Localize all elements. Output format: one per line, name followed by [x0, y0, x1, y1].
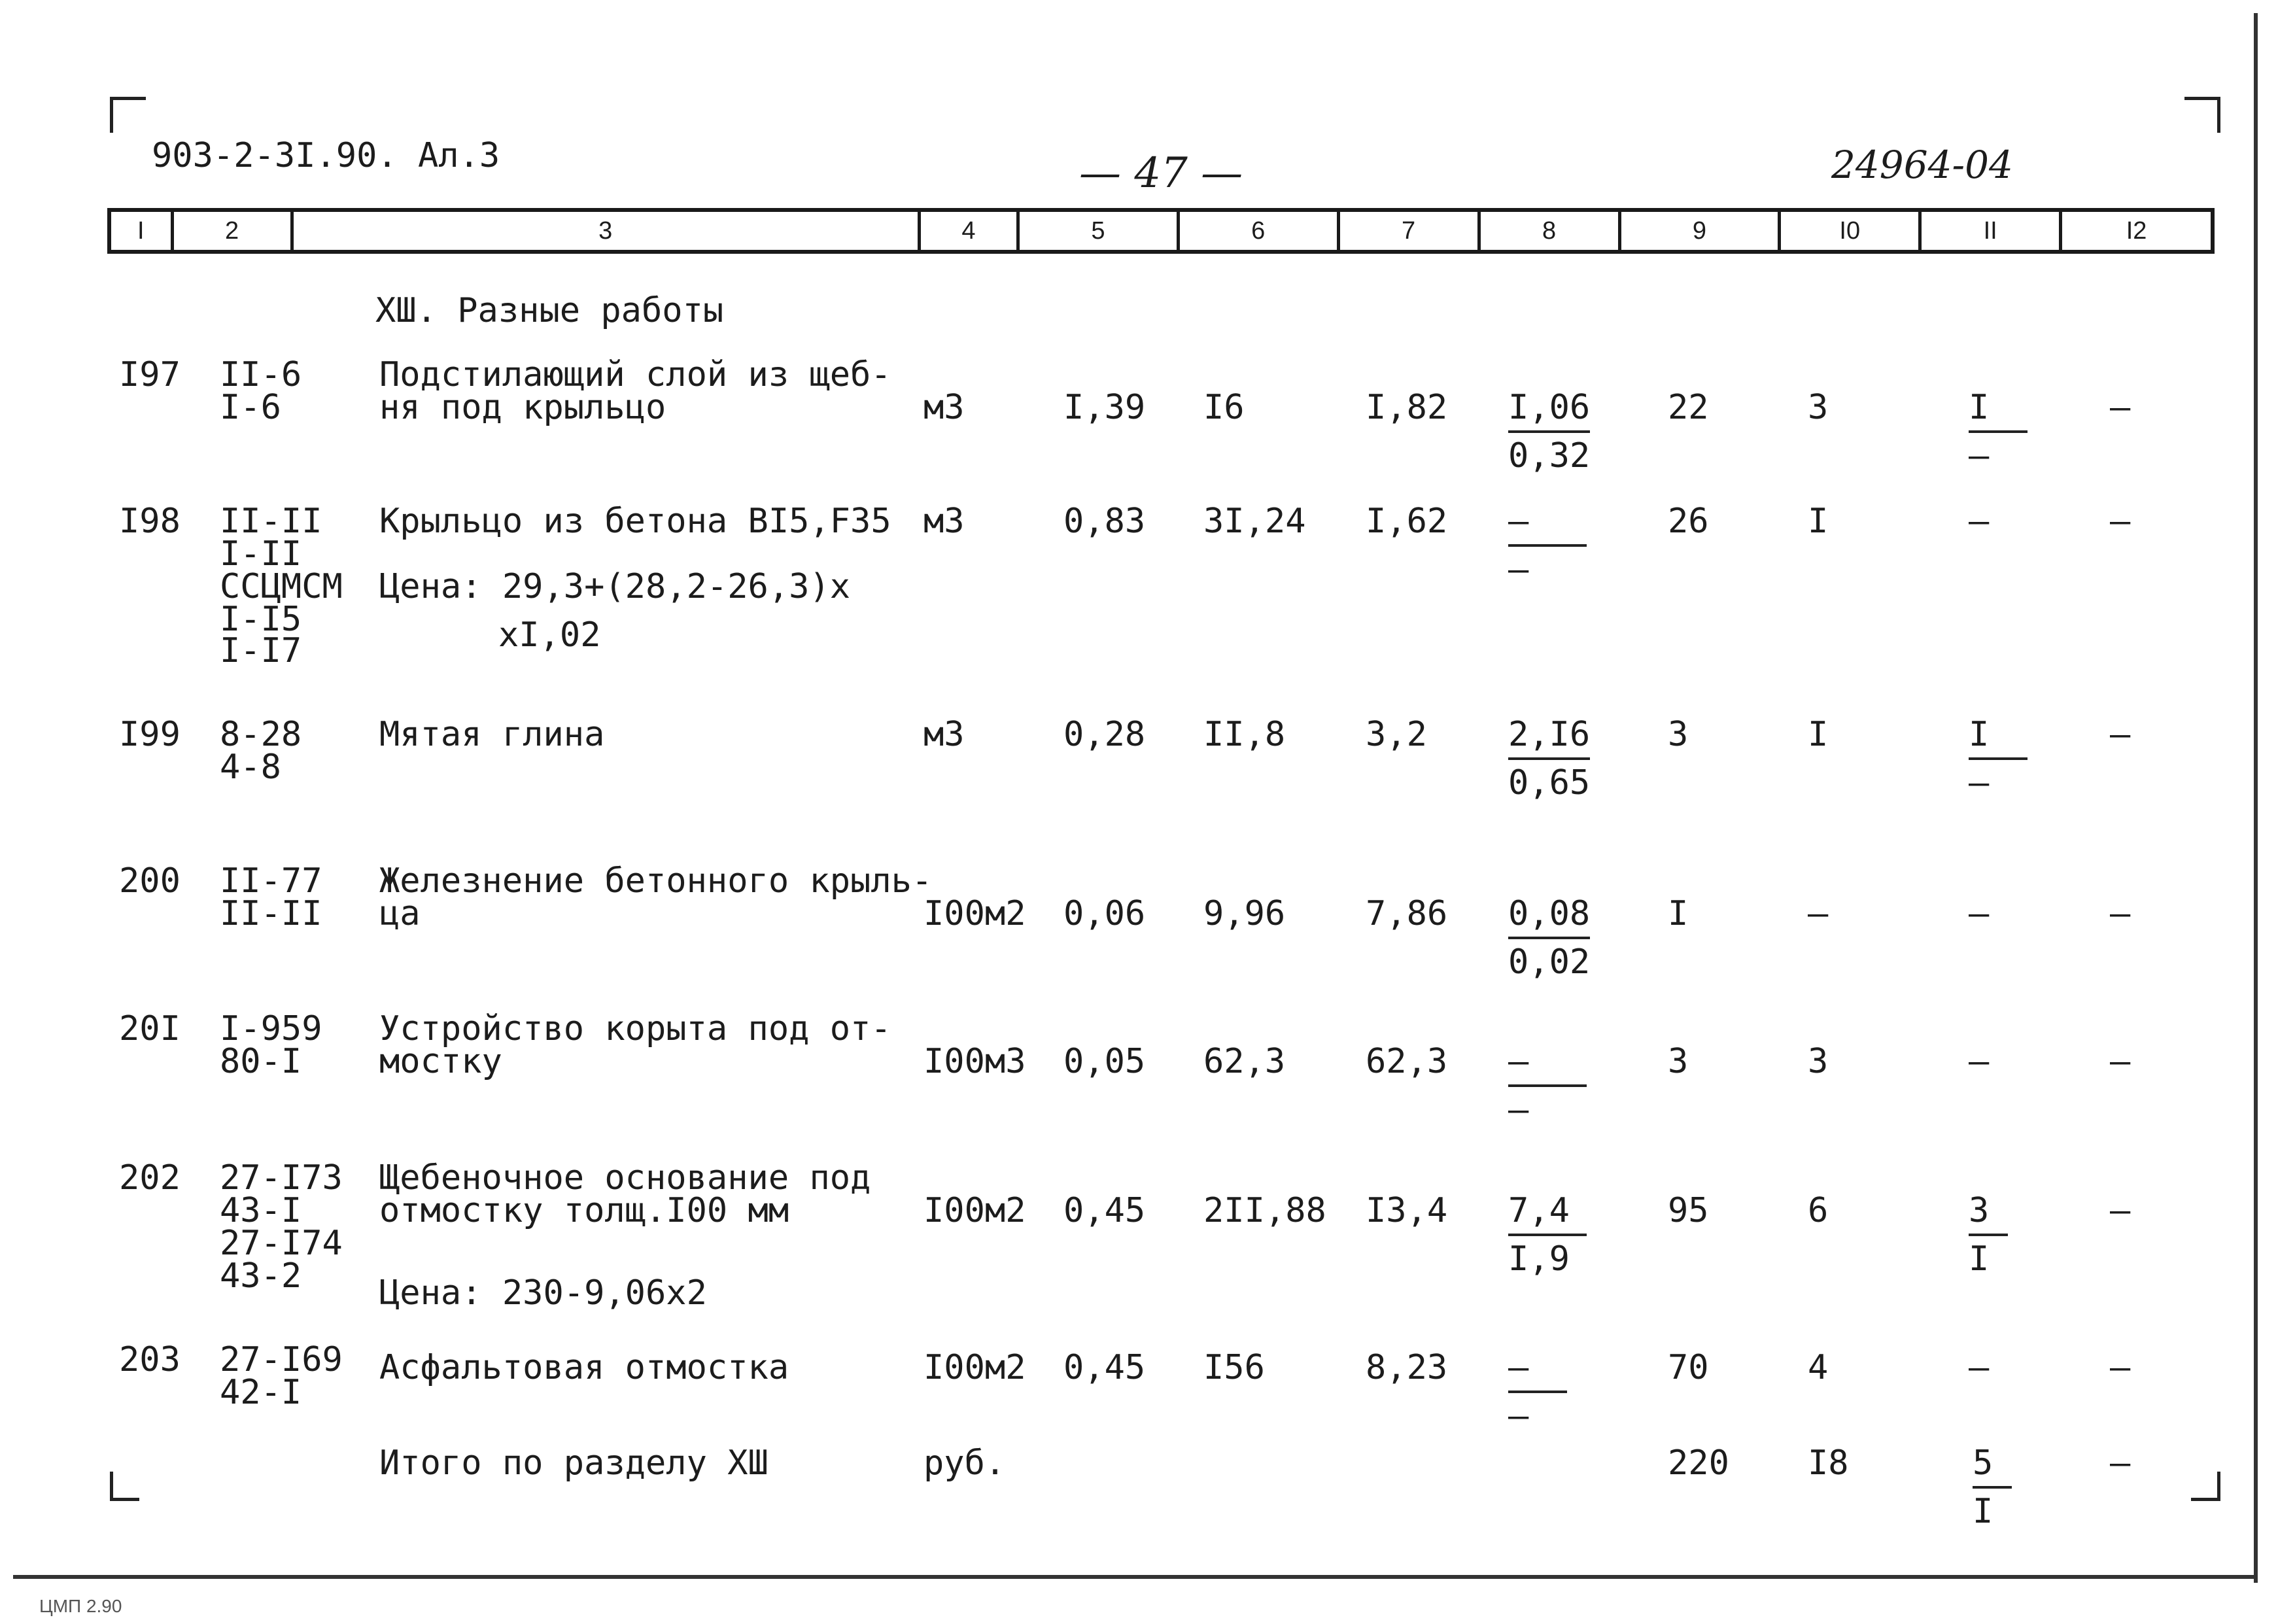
- cell-col8-fraction: [1508, 1044, 1587, 1128]
- row-description: Щебеночное основание под: [379, 1158, 871, 1198]
- cell-col5: 0,28: [1063, 715, 1146, 754]
- cell-col8-fraction: [1508, 504, 1587, 587]
- cell-col7: I,82: [1366, 388, 1448, 427]
- cell-col5: I,39: [1063, 388, 1146, 427]
- col-header-3: 3: [294, 212, 921, 250]
- row-unit: I00м3: [923, 1042, 1026, 1081]
- cell-col12: –: [2110, 502, 2131, 541]
- row-price-formula: xI,02: [498, 615, 601, 655]
- cell-col12: –: [2110, 388, 2131, 427]
- row-code: II-II: [220, 894, 322, 933]
- cell-col7: 3,2: [1366, 715, 1427, 754]
- total-col9: 220: [1668, 1443, 1729, 1483]
- fraction-denominator: –: [1969, 436, 1990, 475]
- cell-col11: –: [1969, 502, 1990, 541]
- total-label: Итого по разделу ХШ: [379, 1443, 768, 1483]
- cell-col7: I3,4: [1366, 1191, 1448, 1230]
- fraction-denominator: 0,32: [1508, 436, 1591, 475]
- cell-col8-fraction: [1508, 1350, 1567, 1434]
- row-code: II-77: [220, 861, 322, 901]
- row-code: 27-I74: [220, 1224, 343, 1263]
- cell-col11-fraction: [1969, 1193, 2008, 1277]
- doc-number: 24964-04: [1831, 143, 2013, 187]
- corner-mark-top-right: [2184, 97, 2220, 133]
- row-code: 8-28: [220, 715, 302, 754]
- cell-col9: 26: [1668, 502, 1709, 541]
- fraction-numerator: I,06: [1508, 390, 1590, 433]
- cell-col5: 0,45: [1063, 1191, 1146, 1230]
- cell-col11: –: [1969, 1348, 1990, 1387]
- col-header-8: 8: [1481, 212, 1621, 250]
- cell-col10: 3: [1808, 388, 1829, 427]
- row-number: 20I: [119, 1009, 181, 1048]
- cell-col12: –: [2110, 894, 2131, 933]
- cell-col12: –: [2110, 715, 2131, 754]
- row-description: ца: [379, 894, 421, 933]
- row-unit: м3: [923, 502, 965, 541]
- row-number: 202: [119, 1158, 181, 1198]
- cell-col6: 3I,24: [1203, 502, 1306, 541]
- doc-code: 903-2-3I.90. Ал.3: [152, 136, 500, 175]
- cell-col10: 3: [1808, 1042, 1829, 1081]
- col-header-4: 4: [921, 212, 1020, 250]
- row-description: отмостку толщ.I00 мм: [379, 1191, 789, 1230]
- cell-col6: I6: [1203, 388, 1245, 427]
- row-code: 80-I: [220, 1042, 302, 1081]
- cell-col5: 0,45: [1063, 1348, 1146, 1387]
- cell-col9: 95: [1668, 1191, 1709, 1230]
- row-code: 43-I: [220, 1191, 302, 1230]
- row-unit: м3: [923, 388, 965, 427]
- col-header-9: 9: [1621, 212, 1782, 250]
- cell-col8-fraction: [1508, 390, 1590, 474]
- row-code: I-II: [220, 534, 302, 574]
- row-number: I98: [119, 502, 181, 541]
- fraction-denominator: I,9: [1508, 1239, 1570, 1279]
- cell-col9: I: [1668, 894, 1689, 933]
- cell-col10: 6: [1808, 1191, 1829, 1230]
- cell-col10: I: [1808, 502, 1829, 541]
- cell-col8-fraction: [1508, 896, 1590, 980]
- col-header-10: I0: [1781, 212, 1922, 250]
- fraction-denominator: –: [1969, 763, 1990, 803]
- cell-col12: –: [2110, 1191, 2131, 1230]
- cell-col8-fraction: [1508, 717, 1590, 801]
- column-header-row: [107, 208, 2215, 254]
- row-number: I99: [119, 715, 181, 754]
- corner-mark-top-left: [110, 97, 146, 133]
- fraction-numerator: I: [1969, 717, 2028, 760]
- row-unit: I00м2: [923, 894, 1026, 933]
- scan-edge-right: [2254, 13, 2258, 1583]
- cell-col8-fraction: [1508, 1193, 1587, 1277]
- cell-col11: –: [1969, 1042, 1990, 1081]
- cell-col7: 62,3: [1366, 1042, 1448, 1081]
- corner-mark-bottom-right: [2191, 1472, 2220, 1501]
- cell-col12: –: [2110, 1042, 2131, 1081]
- cell-col10: –: [1808, 894, 1829, 933]
- cell-col5: 0,05: [1063, 1042, 1146, 1081]
- row-code: I-6: [220, 388, 281, 427]
- row-code: 43-2: [220, 1256, 302, 1296]
- cell-col11-fraction: [1969, 390, 2028, 474]
- row-code: I-959: [220, 1009, 322, 1048]
- cell-col9: 70: [1668, 1348, 1709, 1387]
- cell-col11-fraction: [1969, 717, 2028, 801]
- cell-col7: 8,23: [1366, 1348, 1448, 1387]
- total-col12: –: [2110, 1443, 2131, 1483]
- col-header-11: II: [1922, 212, 2062, 250]
- cell-col9: 22: [1668, 388, 1709, 427]
- footer-stamp: ЦМП 2.90: [39, 1596, 122, 1616]
- fraction-denominator: –: [1508, 1396, 1529, 1436]
- cell-col9: 3: [1668, 715, 1689, 754]
- row-description: Асфальтовая отмостка: [379, 1348, 789, 1387]
- row-unit: м3: [923, 715, 965, 754]
- scan-edge-bottom: [13, 1575, 2258, 1579]
- row-description: мостку: [379, 1042, 502, 1081]
- fraction-numerator: –: [1508, 1350, 1567, 1393]
- cell-col5: 0,83: [1063, 502, 1146, 541]
- cell-col6: 62,3: [1203, 1042, 1286, 1081]
- row-code: ССЦМСМ: [220, 567, 343, 606]
- fraction-denominator: I: [1973, 1492, 1993, 1531]
- row-code: 27-I69: [220, 1340, 343, 1379]
- fraction-denominator: 0,65: [1508, 763, 1591, 803]
- row-code: 4-8: [220, 748, 281, 787]
- fraction-numerator: –: [1508, 1044, 1587, 1087]
- row-code: 27-I73: [220, 1158, 343, 1198]
- cell-col6: II,8: [1203, 715, 1286, 754]
- col-header-5: 5: [1020, 212, 1180, 250]
- fraction-denominator: –: [1508, 1090, 1529, 1130]
- row-code: II-II: [220, 502, 322, 541]
- col-header-7: 7: [1340, 212, 1481, 250]
- row-description: Мятая глина: [379, 715, 605, 754]
- row-code: 42-I: [220, 1373, 302, 1412]
- cell-col7: I,62: [1366, 502, 1448, 541]
- row-description: Крыльцо из бетона ВI5,F35: [379, 502, 891, 541]
- fraction-numerator: 2,I6: [1508, 717, 1590, 760]
- cell-col6: 9,96: [1203, 894, 1286, 933]
- fraction-denominator: I: [1969, 1239, 1990, 1279]
- fraction-numerator: –: [1508, 504, 1587, 547]
- total-col11-fraction: [1973, 1445, 2012, 1529]
- row-description: ня под крыльцо: [379, 388, 666, 427]
- row-number: 203: [119, 1340, 181, 1379]
- cell-col6: 2II,88: [1203, 1191, 1326, 1230]
- cell-col9: 3: [1668, 1042, 1689, 1081]
- cell-col6: I56: [1203, 1348, 1265, 1387]
- cell-col12: –: [2110, 1348, 2131, 1387]
- fraction-numerator: 5: [1973, 1445, 2012, 1489]
- col-header-12: I2: [2126, 216, 2147, 245]
- total-col10: I8: [1808, 1443, 1849, 1483]
- row-unit: I00м2: [923, 1191, 1026, 1230]
- row-code: I-I5: [220, 600, 302, 639]
- cell-col7: 7,86: [1366, 894, 1448, 933]
- fraction-denominator: –: [1508, 550, 1529, 589]
- col-header-1: I: [111, 212, 174, 250]
- fraction-numerator: 0,08: [1508, 896, 1590, 939]
- row-price-formula: Цена: 230-9,06х2: [379, 1273, 707, 1313]
- row-code: II-6: [220, 355, 302, 394]
- section-title: ХШ. Разные работы: [375, 291, 724, 330]
- page-number: — 47 —: [1079, 149, 1243, 198]
- row-description: Устройство корыта под от-: [379, 1009, 891, 1048]
- row-description: Подстилающий слой из щеб-: [379, 355, 891, 394]
- col-header-6: 6: [1180, 212, 1340, 250]
- fraction-denominator: 0,02: [1508, 942, 1591, 982]
- fraction-numerator: I: [1969, 390, 2028, 433]
- col-header-2: 2: [174, 212, 294, 250]
- total-unit: руб.: [923, 1443, 1006, 1483]
- fraction-numerator: 7,4: [1508, 1193, 1587, 1236]
- row-price-formula: Цена: 29,3+(28,2-26,3)х: [379, 567, 851, 606]
- cell-col10: I: [1808, 715, 1829, 754]
- row-unit: I00м2: [923, 1348, 1026, 1387]
- cell-col10: 4: [1808, 1348, 1829, 1387]
- fraction-numerator: 3: [1969, 1193, 2008, 1236]
- row-code: I-I7: [220, 631, 302, 670]
- corner-mark-bottom-left: [110, 1472, 139, 1501]
- cell-col11: –: [1969, 894, 1990, 933]
- row-number: I97: [119, 355, 181, 394]
- row-description: Железнение бетонного крыль-: [379, 861, 933, 901]
- cell-col5: 0,06: [1063, 894, 1146, 933]
- row-number: 200: [119, 861, 181, 901]
